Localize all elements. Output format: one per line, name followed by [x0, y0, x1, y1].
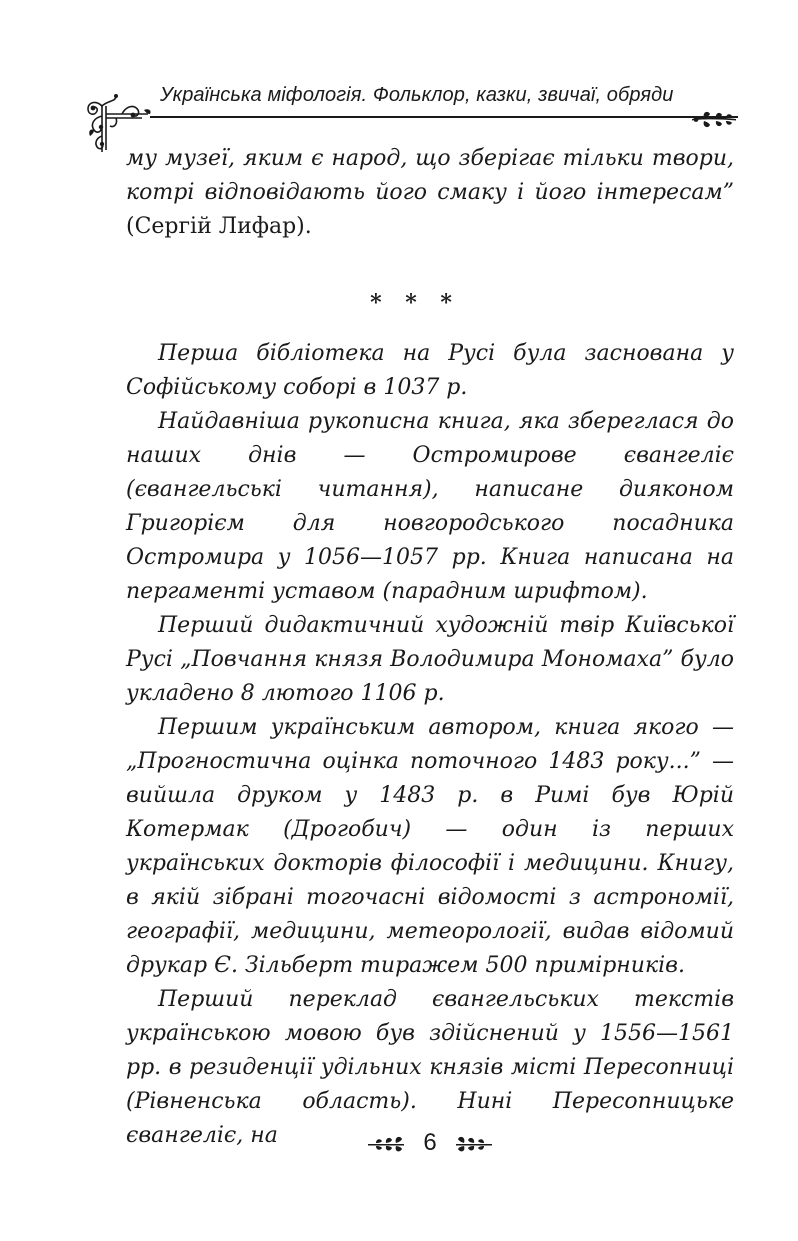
leaf-sprig-icon: [690, 108, 738, 130]
paragraph: Перший дидактичний художній твір Київської Русі „Повчання князя Володимира Мономаха” було укладено 8 лютого 1106 р.: [126, 613, 734, 706]
quote-line: му музеї, яким є народ, що зберігає тільки твори,: [126, 146, 734, 171]
paragraph: Найдавніша рукописна книга, яка збереглася до наших днів — Остромирове євангеліє (євангельські читання), написане дияконом Григорієм для новгородського посадника Остромира у 1056—1057 рр. Книга написана на пергаменті уставом (парадним шрифтом).: [126, 409, 734, 604]
leaf-sprig-icon: [454, 1134, 494, 1154]
paragraph: Перший переклад євангельських текстів українською мовою був здійснений у 1556—1561 рр. в резиденції удільних князів місті Пересопниці (Рівненська область). Нині Пересопницьке євангеліє, на: [126, 987, 734, 1148]
leaf-sprig-icon: [366, 1134, 406, 1154]
page-footer: [0, 1128, 798, 1162]
running-header-title: Українська міфологія. Фольклор, казки, звичаї, обряди: [160, 84, 674, 106]
body-text: [126, 337, 734, 1153]
continued-quote: [126, 142, 734, 244]
paragraph: Перша бібліотека на Русі була заснована у Софійському соборі в 1037 р.: [126, 341, 734, 400]
paragraph: Першим українським автором, книга якого — „Прогностична оцінка поточного 1483 року...” — вийшла друком у 1483 р. в Римі був Юрій Котермак (Дрогобич) — один із перших українських докторів філософії і медицини. Книгу, в якій зібрані тогочасні відомості з астрономії, географії, медицини, метеорології, видав відомий друкар Є. Зільберт тиражем 500 примірників.: [126, 715, 734, 978]
quote-line: котрі відповідають його смаку і його інтересам”: [126, 180, 734, 205]
section-separator: * * *: [370, 290, 460, 316]
page-number: 6: [423, 1129, 437, 1156]
header-rule: [150, 116, 738, 118]
quote-attribution: (Сергій Лифар).: [126, 214, 312, 239]
